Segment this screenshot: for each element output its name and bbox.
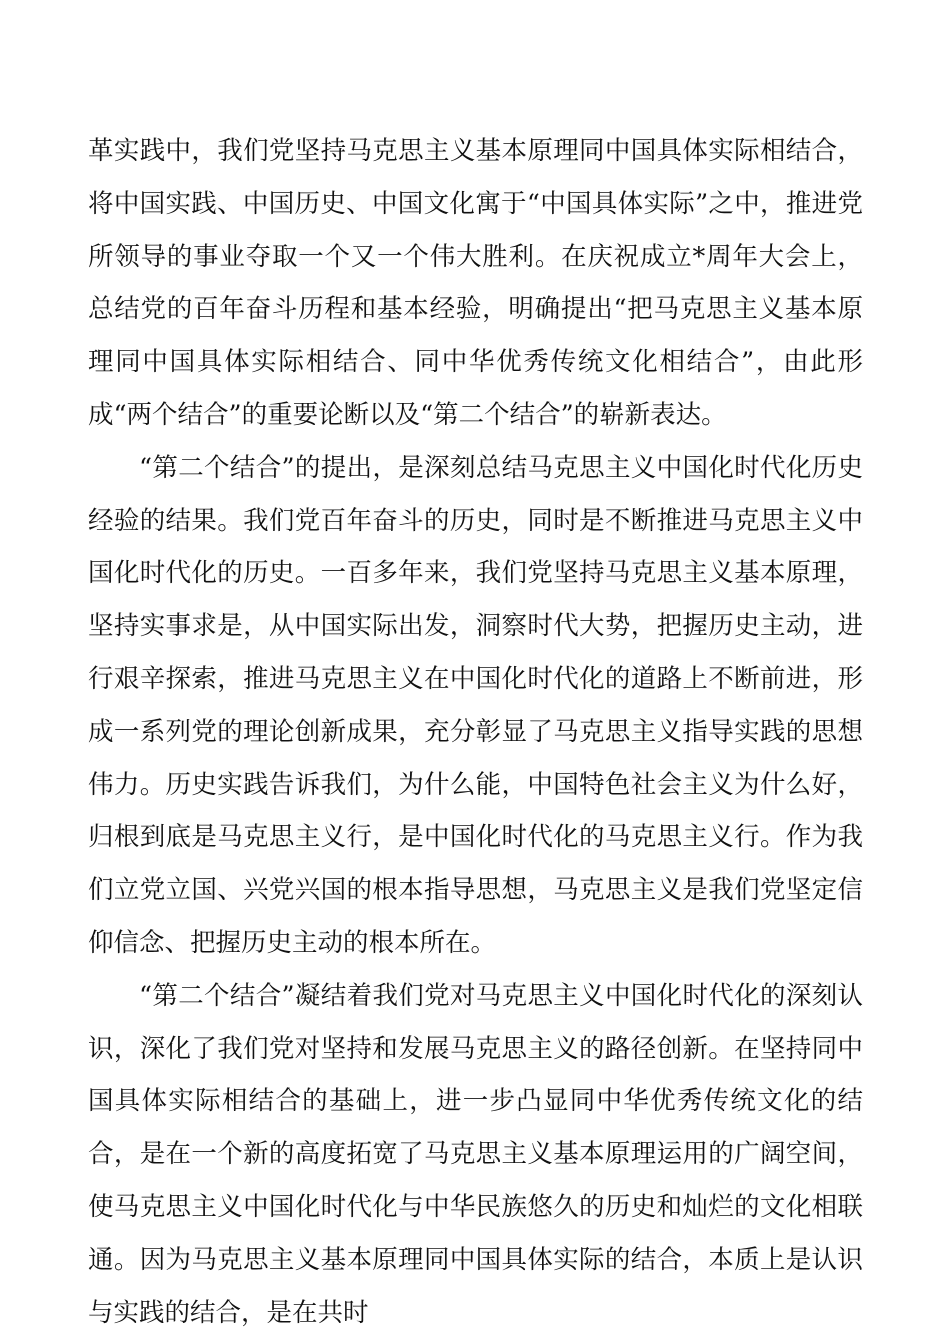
paragraph-2: “第二个结合”的提出，是深刻总结马克思主义中国化时代化历史经验的结果。我们党百年奋斗的历史，同时是不断推进马克思主义中国化时代化的历史。一百多年来，我们党坚持马克思主义基本原理，坚持实事求是，从中国实际出发，洞察时代大势，把握历史主动，进行艰辛探索，推进马克思主义在中国化时代化的道路上不断前进，形成一系列党的理论创新成果，充分彰显了马克思主义指导实践的思想伟力。历史实践告诉我们，为什么能，中国特色社会主义为什么好，归根到底是马克思主义行，是中国化时代化的马克思主义行。作为我们立党立国、兴党兴国的根本指导思想，马克思主义是我们党坚定信仰信念、把握历史主动的根本所在。 — [88, 452, 863, 958]
document-body — [88, 125, 863, 1339]
paragraph-1: 革实践中，我们党坚持马克思主义基本原理同中国具体实际相结合，将中国实践、中国历史、中国文化寓于“中国具体实际”之中，推进党所领导的事业夺取一个又一个伟大胜利。在庆祝成立*周年大会上，总结党的百年奋斗历程和基本经验，明确提出“把马克思主义基本原理同中国具体实际相结合、同中华优秀传统文化相结合”，由此形成“两个结合”的重要论断以及“第二个结合”的崭新表达。 — [88, 136, 863, 430]
paragraph-3: “第二个结合”凝结着我们党对马克思主义中国化时代化的深刻认识，深化了我们党对坚持和发展马克思主义的路径创新。在坚持同中国具体实际相结合的基础上，进一步凸显同中华优秀传统文化的结合，是在一个新的高度拓宽了马克思主义基本原理运用的广阔空间，使马克思主义中国化时代化与中华民族悠久的历史和灿烂的文化相联通。因为马克思主义基本原理同中国具体实际的结合，本质上是认识与实践的结合，是在共时 — [88, 980, 863, 1328]
